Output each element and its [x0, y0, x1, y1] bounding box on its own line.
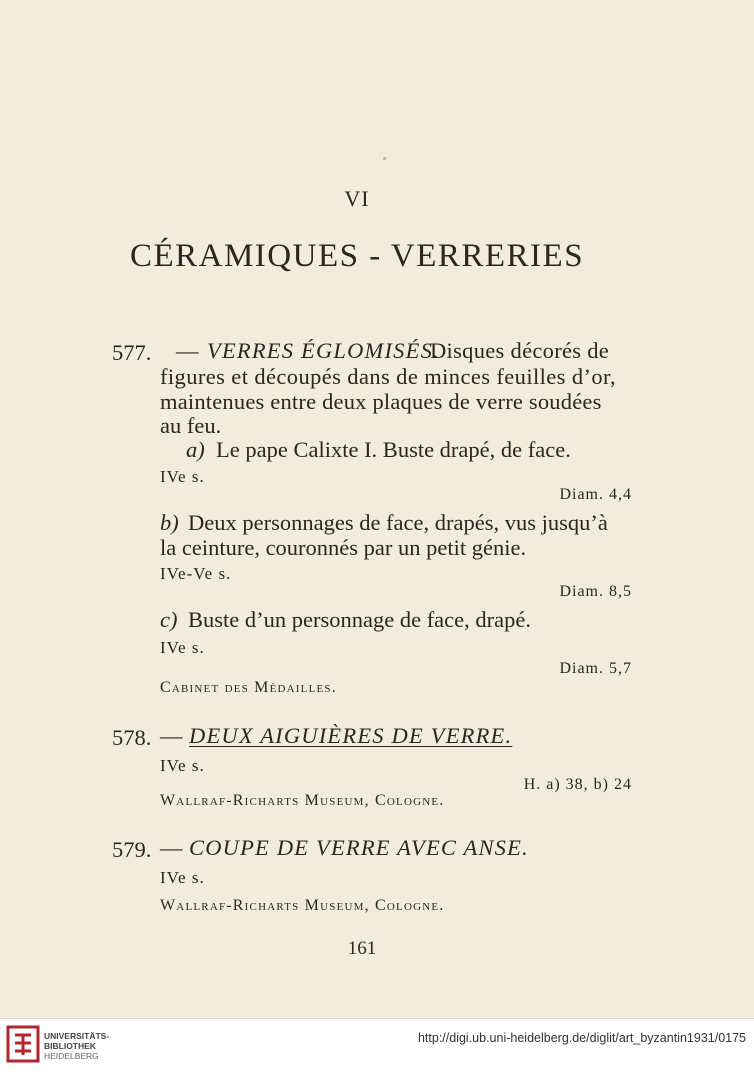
item-text: Deux personnages de face, drapés, vus jusqu’à [188, 510, 608, 535]
item-century: IVe s. [160, 756, 205, 775]
collection-name: Wallraf-Richarts Museum, Cologne. [160, 897, 445, 914]
entry-dash: — [160, 835, 183, 860]
entry-heading: VERRES ÉGLOMISÉS. [207, 338, 440, 363]
entry-dash: — [176, 338, 199, 363]
item-letter: b) [160, 510, 179, 535]
page-number: 161 [347, 938, 377, 959]
entry-number: 577. [112, 340, 152, 365]
library-footer [0, 1018, 754, 1074]
entry-desc-line: maintenues entre deux plaques de verre soudées [160, 389, 602, 414]
entry-desc-line: au feu. [160, 413, 222, 438]
item-dimension: Diam. 8,5 [559, 583, 632, 600]
ink-spot [383, 157, 386, 160]
entry-desc-line: figures et découpés dans de minces feuilles d’or, [160, 364, 617, 389]
item-dimension: Diam. 4,4 [559, 486, 632, 503]
library-name-line: BIBLIOTHEK [44, 1041, 96, 1051]
entry-number: 578. [112, 725, 152, 750]
item-century: IVe s. [160, 868, 205, 887]
collection-name: Wallraf-Richarts Museum, Cologne. [160, 792, 445, 809]
item-dimension: Diam. 5,7 [559, 660, 632, 677]
entry-dash: — [160, 723, 183, 748]
section-title: CÉRAMIQUES - VERRERIES [129, 238, 585, 274]
section-number: VI [344, 186, 370, 211]
item-letter: a) [186, 437, 205, 462]
entry-heading: COUPE DE VERRE AVEC ANSE. [189, 835, 529, 860]
library-name-line: HEIDELBERG [44, 1051, 99, 1061]
item-letter: c) [160, 607, 178, 632]
item-text: Buste d’un personnage de face, drapé. [188, 607, 531, 632]
item-text: Le pape Calixte I. Buste drapé, de face. [216, 437, 571, 462]
item-century: IVe s. [160, 638, 205, 657]
item-century: IVe-Ve s. [160, 564, 232, 583]
library-name-line: UNIVERSITÄTS- [44, 1031, 110, 1041]
item-century: IVe s. [160, 467, 205, 486]
collection-name: Cabinet des Médailles. [160, 679, 337, 696]
library-name [44, 1031, 109, 1061]
entry-desc-line: Disques décorés de [430, 338, 610, 363]
item-text: la ceinture, couronnés par un petit génie. [160, 535, 527, 560]
entry-heading: DEUX AIGUIÈRES DE VERRE. [189, 723, 513, 748]
entry-number: 579. [112, 837, 152, 862]
library-logo-icon [6, 1025, 42, 1065]
item-dimension: H. a) 38, b) 24 [523, 776, 632, 793]
source-url-link[interactable]: http://digi.ub.uni-heidelberg.de/diglit/art_byzantin1931/0175 [417, 1031, 746, 1045]
